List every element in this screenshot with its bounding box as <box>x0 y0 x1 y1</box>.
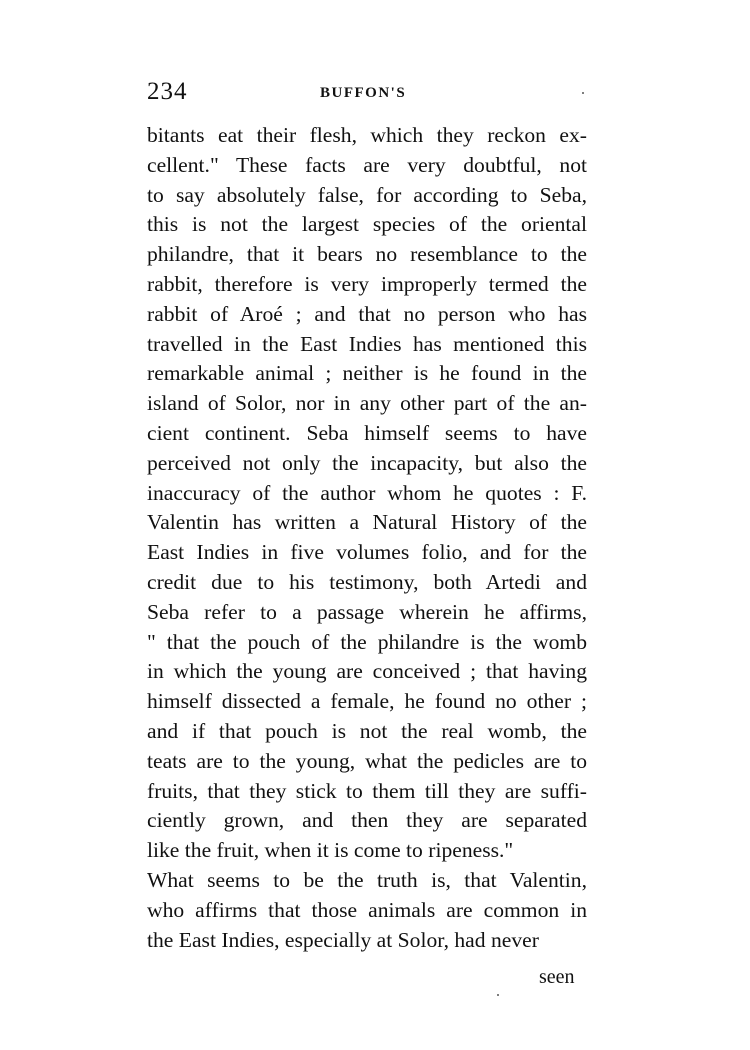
text-line: " that the pouch of the philandre is the womb <box>147 629 587 654</box>
text-line: teats are to the young, what the pedicles are to <box>147 748 587 773</box>
text-line: fruits, that they stick to them till they are suffi- <box>147 778 587 803</box>
text-line: cient continent. Seba himself seems to have <box>147 420 587 445</box>
text-line: himself dissected a female, he found no other ; <box>147 689 587 714</box>
text-line: What seems to be the truth is, that Valentin, <box>147 867 587 892</box>
body-text <box>147 121 587 955</box>
text-line: philandre, that it bears no resemblance to the <box>147 242 587 267</box>
text-line: bitants eat their flesh, which they reckon ex- <box>147 123 587 147</box>
text-line: ciently grown, and then they are separated <box>147 808 587 833</box>
text-line: Valentin has written a Natural History of the <box>147 510 587 535</box>
running-head: BUFFON'S <box>320 85 407 101</box>
text-line: the East Indies, especially at Solor, had never <box>147 927 539 952</box>
text-line: travelled in the East Indies has mentioned this <box>147 331 587 356</box>
text-line: this is not the largest species of the oriental <box>147 212 587 237</box>
text-line: and if that pouch is not the real womb, the <box>147 718 587 743</box>
text-line: Seba refer to a passage wherein he affirms, <box>147 599 587 624</box>
text-line: cellent." These facts are very doubtful, not <box>147 152 587 177</box>
text-line: credit due to his testimony, both Artedi and <box>147 569 587 594</box>
page-number: 234 <box>147 78 188 105</box>
text-line: to say absolutely false, for according to Seba, <box>147 182 587 207</box>
text-line: rabbit, therefore is very improperly termed the <box>147 271 587 296</box>
text-line: East Indies in five volumes folio, and for the <box>147 540 587 565</box>
text-line: rabbit of Aroé ; and that no person who has <box>147 301 587 326</box>
text-line: who affirms that those animals are common in <box>147 897 587 922</box>
text-line: island of Solor, nor in any other part of the an- <box>147 391 587 416</box>
text-line: like the fruit, when it is come to ripeness." <box>147 838 514 863</box>
text-line: perceived not only the incapacity, but also the <box>147 450 587 475</box>
text-line: remarkable animal ; neither is he found in the <box>147 361 587 386</box>
text-line: in which the young are conceived ; that having <box>147 659 587 684</box>
text-line: inaccuracy of the author whom he quotes : F. <box>147 480 587 505</box>
ink-speck <box>582 92 584 94</box>
ink-speck <box>497 994 499 996</box>
page-header <box>147 78 587 114</box>
catchword: seen <box>539 966 575 988</box>
